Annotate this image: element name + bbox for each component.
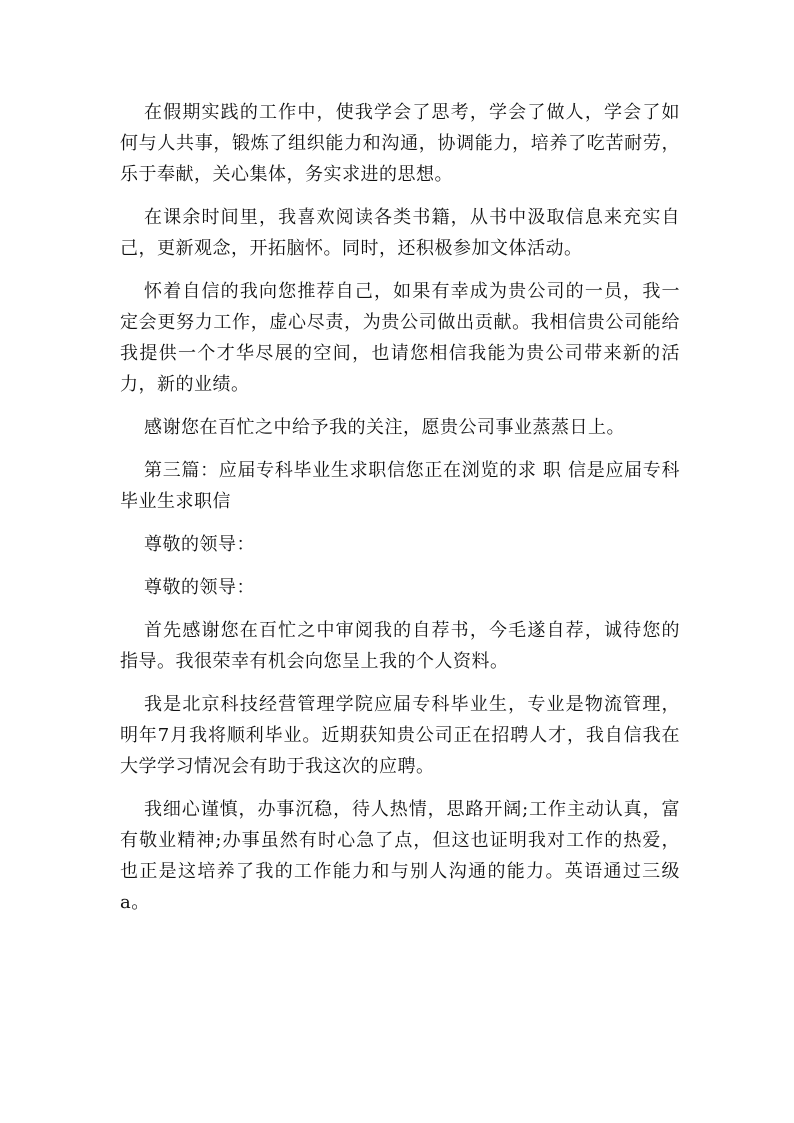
section-heading: 第三篇：应届专科毕业生求职信您正在浏览的求 职 信是应届专科毕业生求职信 [120, 460, 680, 512]
paragraph: 我细心谨慎，办事沉稳，待人热情，思路开阔;工作主动认真，富有敬业精神;办事虽然有时心急了点，但这也证明我对工作的热爱，也正是这培养了我的工作能力和与别人沟通的能力。英语通过三级 a。 [120, 799, 680, 913]
paragraph: 感谢您在百忙之中给予我的关注，愿贵公司事业蒸蒸日上。 [144, 417, 625, 438]
salutation: 尊敬的领导： [144, 577, 255, 598]
paragraph: 怀着自信的我向您推荐自己，如果有幸成为贵公司的一员，我一定会更努力工作，虚心尽责，为贵公司做出贡献。我相信贵公司能给我提供一个才华尽展的空间，也请您相信我能为贵公司带来新的活力，新的业绩。 [120, 281, 680, 395]
document-body [120, 97, 680, 930]
paragraph: 我是北京科技经营管理学院应届专科毕业生，专业是物流管理，明年7月我将顺利毕业。近期获知贵公司正在招聘人才，我自信我在大学学习情况会有助于我这次的应聘。 [120, 694, 680, 777]
paragraph: 在假期实践的工作中，使我学会了思考，学会了做人，学会了如何与人共事，锻炼了组织能力和沟通，协调能力，培养了吃苦耐劳，乐于奉献，关心集体，务实求进的思想。 [120, 102, 680, 185]
paragraph: 在课余时间里，我喜欢阅读各类书籍，从书中汲取信息来充实自己，更新观念，开拓脑怀。同时，还积极参加文体活动。 [120, 207, 680, 259]
paragraph: 首先感谢您在百忙之中审阅我的自荐书，今毛遂自荐，诚待您的指导。我很荣幸有机会向您呈上我的个人资料。 [120, 620, 680, 672]
salutation: 尊敬的领导： [144, 534, 255, 555]
